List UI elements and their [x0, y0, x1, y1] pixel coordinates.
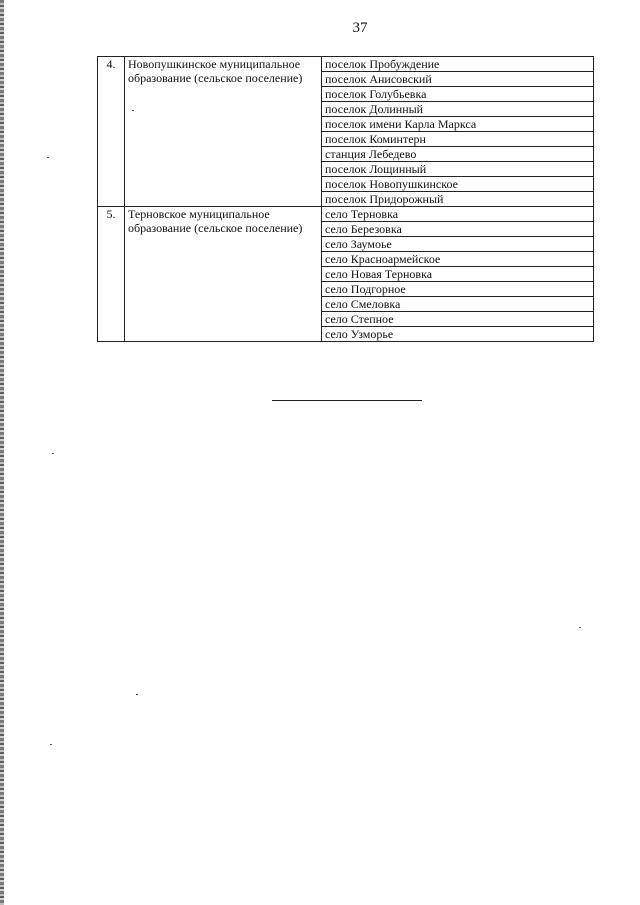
table-row — [98, 207, 594, 222]
end-divider-line — [272, 400, 422, 401]
settlement-name: село Узморье — [322, 327, 594, 342]
table-row — [98, 57, 594, 72]
scan-speck — [47, 157, 49, 158]
settlement-name: поселок Коминтерн — [322, 132, 594, 147]
settlement-name: село Заумоье — [322, 237, 594, 252]
municipality-name: Новопушкинское муниципальное образование (сельское поселение) — [125, 57, 322, 207]
settlement-name: поселок Придорожный — [322, 192, 594, 207]
scan-speck — [136, 694, 138, 695]
settlement-name: село Березовка — [322, 222, 594, 237]
row-number: 5. — [98, 207, 125, 342]
settlement-name: село Красноармейское — [322, 252, 594, 267]
settlement-name: станция Лебедево — [322, 147, 594, 162]
settlement-name: поселок имени Карла Маркса — [322, 117, 594, 132]
scan-speck — [50, 744, 52, 745]
settlement-name: село Новая Терновка — [322, 267, 594, 282]
settlement-name: поселок Долинный — [322, 102, 594, 117]
settlement-name: село Степное — [322, 312, 594, 327]
page-number-text: 37 — [352, 20, 368, 36]
settlement-name: село Подгорное — [322, 282, 594, 297]
row-number: 4. — [98, 57, 125, 207]
scan-edge — [0, 0, 4, 905]
scan-speck — [52, 453, 54, 454]
settlement-name: поселок Лощинный — [322, 162, 594, 177]
settlement-name: поселок Новопушкинское — [322, 177, 594, 192]
settlement-name: село Терновка — [322, 207, 594, 222]
settlement-name: село Смеловка — [322, 297, 594, 312]
settlement-name: поселок Пробуждение — [322, 57, 594, 72]
scan-speck — [132, 110, 134, 111]
scan-speck — [579, 627, 581, 628]
settlement-name: поселок Голубьевка — [322, 87, 594, 102]
settlements-table — [97, 56, 594, 342]
settlement-name: поселок Анисовский — [322, 72, 594, 87]
municipality-name: Терновское муниципальное образование (сельское поселение) — [125, 207, 322, 342]
page-number — [0, 20, 640, 37]
